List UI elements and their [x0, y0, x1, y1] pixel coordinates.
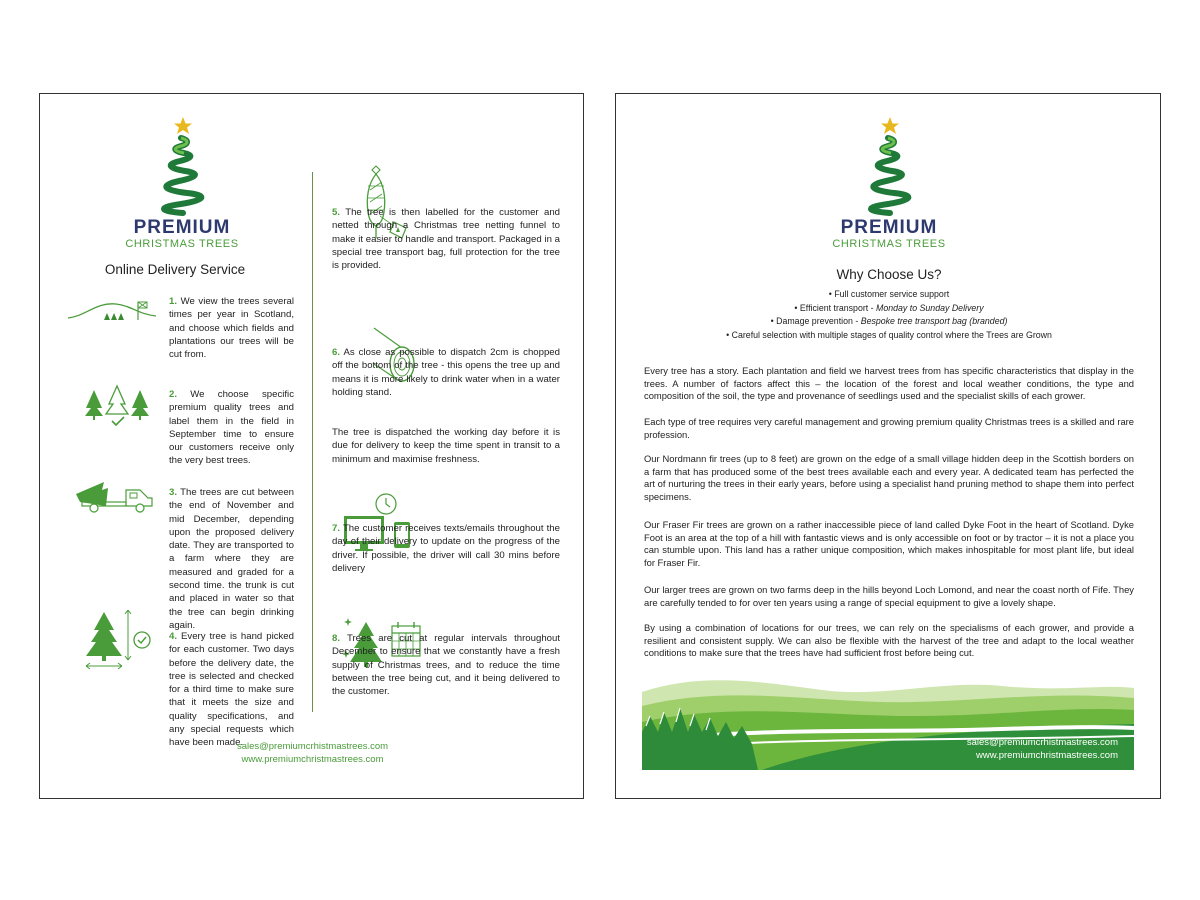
- benefit-item: • Damage prevention - Bespoke tree transport bag (branded): [770, 316, 1008, 326]
- delivery-service-page: [39, 93, 584, 799]
- step-text: The tree is then labelled for the customer and netted through a Christmas tree netting funnel to make it easier to handle and transport. Packaged in a special tree transport bag, full protection for the tree is provided.: [332, 207, 560, 272]
- benefit-item: • Careful selection with multiple stages of quality control where the Trees are Grown: [726, 329, 1052, 340]
- step-text: We view the trees several times per year in Scotland, and choose which fields and plantations our trees will be cut from.: [169, 296, 294, 361]
- step-4: [169, 630, 294, 750]
- step-text: As close as possible to dispatch 2cm is chopped off the bottom of the tree - this opens the tree up and means it is more likely to drink water when in a water holding stand.: [332, 347, 560, 398]
- website-link[interactable]: www.premiumchristmastrees.com: [241, 754, 384, 765]
- email-link[interactable]: sales@premiumcrhistmastrees.com: [966, 737, 1118, 748]
- step-number: 2.: [169, 389, 178, 400]
- step-text: Every tree is hand picked for each customer. Two days before the delivery date, the tree is selected and checked for a third time to make sure that it meets the size and quality specifications, and any special requests which have been made.: [169, 631, 294, 749]
- dispatch-text: The tree is dispatched the working day before it is due for delivery to keep the time spent in transit to a minimum and maximise freshness.: [332, 427, 560, 465]
- step-text: Trees are cut at regular intervals throughout December to ensure that we constantly have a fresh supply of Christmas trees, and to reduce the time between the tree being cut, and it being delivered to the customer.: [332, 633, 560, 698]
- paragraph: Our Fraser Fir trees are grown on a rather inaccessible piece of land called Dyke Foot in the heart of Scotland. Dyke Foot is an area at the top of a hill with fantastic views and is only accessible on foot or by tractor – it is not a place you can stumble upon. This land has a rather unique composition, which makes inhospitable for most plant life, but ideal for Fraser Fir.: [644, 519, 1134, 569]
- step-text: The trees are cut between the end of November and mid December, depending upon the proposed delivery date. They are transported to a farm where they are measured and graded for a second time. the trunk is cut and placed in water so that the tree can begin drinking again.: [169, 487, 294, 631]
- step-number: 1.: [169, 296, 178, 307]
- contact-footer: [967, 736, 1118, 762]
- benefit-item: • Full customer service support: [828, 289, 950, 299]
- step-number: 4.: [169, 631, 178, 642]
- tree-measure-icon: [82, 608, 154, 672]
- step-number: 7.: [332, 523, 341, 534]
- brand-logo: [809, 116, 969, 251]
- paragraph: Each type of tree requires very careful management and growing premium quality Christmas trees is a skilled and rare profession.: [644, 416, 1134, 440]
- step-number: 3.: [169, 487, 178, 498]
- column-divider: [312, 172, 313, 712]
- brand-subtitle: CHRISTMAS TREES: [832, 238, 946, 250]
- christmas-tree-logo-icon: [844, 116, 934, 216]
- christmas-tree-logo-icon: [137, 116, 227, 216]
- email-link[interactable]: sales@premiumcrhistmastrees.com: [236, 741, 389, 752]
- step-number: 6.: [332, 347, 341, 358]
- paragraph: By using a combination of locations for our trees, we can rely on the specialisms of each grower, and provide a resilient and consistent supply. We can also be flexible with the harvest of the tree and adapt to the local weather conditions to make sure that the trees have had sufficient frost before being cut.: [644, 622, 1134, 659]
- page-title: Online Delivery Service: [104, 262, 246, 277]
- benefits-list: [616, 288, 1161, 342]
- paragraph: Our larger trees are grown on two farms deep in the hills beyond Loch Lomond, and near the coast north of Fife. They are carefully tended to for over ten years using a range of special equipment to give a lovely shape.: [644, 584, 1134, 608]
- page-title: Why Choose Us?: [836, 267, 942, 282]
- step-text: We choose specific premium quality trees and label them in the field in September time to ensure our customers receive only the very best trees.: [169, 389, 294, 467]
- brand-name: PREMIUM: [133, 217, 231, 238]
- step-1: [169, 295, 294, 361]
- contact-footer: [40, 740, 584, 766]
- paragraph: Every tree has a story. Each plantation and field we harvest trees from has specific characteristics that display in the trees. A number of factors affect this – the location of the forest and local weather conditions, the type and composition of the soil, the type and provenance of seedlings used and the specialist skills of each grower.: [644, 365, 1134, 402]
- step-6: [332, 346, 560, 399]
- truck-tree-icon: [74, 478, 156, 514]
- why-choose-us-page: [615, 93, 1161, 799]
- step-7: [332, 522, 560, 575]
- step-3: [169, 486, 294, 632]
- brand-subtitle: CHRISTMAS TREES: [125, 238, 239, 250]
- hills-trees-flag-icon: [66, 294, 158, 330]
- brand-logo: [102, 116, 262, 251]
- benefit-item: • Efficient transport - Monday to Sunday Delivery: [794, 302, 984, 313]
- paragraph: Our Nordmann fir trees (up to 8 feet) are grown on the edge of a small village hidden deep in the Scottish borders on a farm that has produced some of the best trees available each and every year. A dedicated team has perfected the art of nurturing the trees in their early years, before using a specialist hand pruning method to shape them into perfect specimens.: [644, 453, 1134, 503]
- step-text: The customer receives texts/emails throughout the day of their delivery to update on the progress of the driver. If possible, the driver will call 30 mins before delivery: [332, 523, 560, 574]
- brand-name: PREMIUM: [840, 217, 938, 238]
- step-number: 5.: [332, 207, 341, 218]
- step-number: 8.: [332, 633, 341, 644]
- dispatch-note: [332, 426, 560, 466]
- step-8: [332, 632, 560, 698]
- website-link[interactable]: www.premiumchristmastrees.com: [976, 750, 1118, 761]
- tree-selection-icon: [82, 384, 152, 428]
- step-2: [169, 388, 294, 468]
- step-5: [332, 206, 560, 272]
